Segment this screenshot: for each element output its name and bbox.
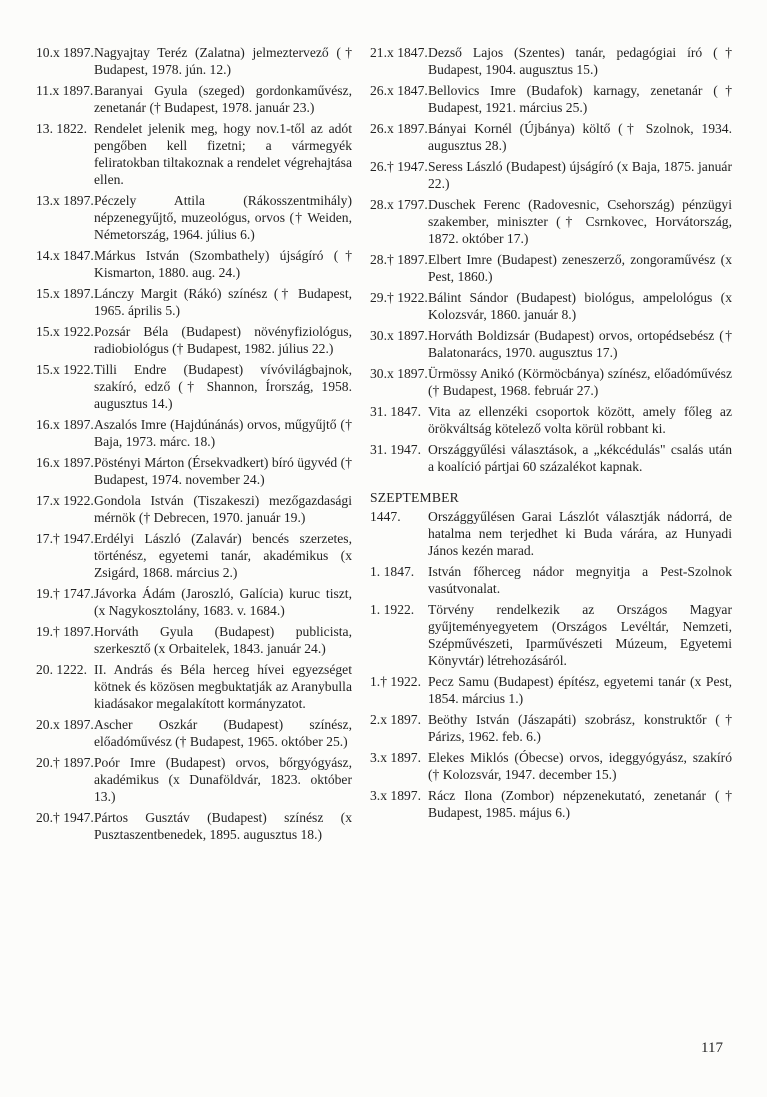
page-number: 117 [701, 1040, 723, 1056]
calendar-entry [370, 120, 732, 154]
calendar-entry [36, 585, 352, 619]
entry-date: 16.x 1897. [36, 417, 94, 432]
entry-date: 15.x 1922. [36, 324, 94, 339]
entry-date: 20.† 1897. [36, 755, 94, 770]
calendar-entry [36, 623, 352, 657]
entry-text: Gondola István (Tiszakeszi) mezőgazdasági mérnök († Debrecen, 1970. január 19.) [94, 493, 352, 525]
entry-date: 26.† 1947. [370, 159, 428, 174]
entry-text: Márkus István (Szombathely) újságíró († Kismarton, 1880. aug. 24.) [94, 248, 352, 280]
entry-text: Poór Imre (Budapest) orvos, bőrgyógyász, akadémikus (x Dunaföldvár, 1823. október 13.) [94, 755, 352, 804]
entry-date: 19.† 1747. [36, 586, 94, 601]
entry-date: 28.x 1797. [370, 197, 428, 212]
entry-text: Országgyűlési választások, a „kékcédulás" csalás után a koalíció pártjai 60 százalékot kapnak. [428, 442, 732, 474]
entry-text: Beöthy István (Jászapáti) szobrász, konstruktőr († Párizs, 1962. feb. 6.) [428, 712, 732, 744]
entry-date: 2.x 1897. [370, 712, 421, 727]
calendar-entry [370, 327, 732, 361]
entry-date: 20. 1222. [36, 662, 87, 677]
entry-date: 31. 1947. [370, 442, 421, 457]
entry-date: 3.x 1897. [370, 788, 421, 803]
calendar-entry [370, 158, 732, 192]
entry-date: 11.x 1897. [36, 83, 94, 98]
calendar-entry [370, 508, 732, 559]
entry-text: Rácz Ilona (Zombor) népzenekutató, zenetanár († Budapest, 1985. május 6.) [428, 788, 732, 820]
entry-text: Pöstényi Márton (Érsekvadkert) bíró ügyvéd († Budapest, 1974. november 24.) [94, 455, 352, 487]
calendar-entry [36, 530, 352, 581]
entry-text: Bányai Kornél (Újbánya) költő († Szolnok, 1934. augusztus 28.) [428, 121, 732, 153]
right-column [370, 44, 732, 825]
calendar-entry [370, 365, 732, 399]
entry-date: 17.x 1922. [36, 493, 94, 508]
entry-text: Elbert Imre (Budapest) zeneszerző, zongoraművész (x Pest, 1860.) [428, 252, 732, 284]
calendar-entry [36, 361, 352, 412]
entry-text: Elekes Miklós (Óbecse) orvos, ideggyógyász, szakíró († Kolozsvár, 1947. december 15.) [428, 750, 732, 782]
entry-text: Péczely Attila (Rákosszentmihály) népzenegyűjtő, muzeológus, orvos († Weiden, Németország, 1964. július 6.) [94, 193, 352, 242]
month-heading-september: SZEPTEMBER [370, 490, 459, 505]
entry-text: Bellovics Imre (Budafok) karnagy, zenetanár († Budapest, 1921. március 25.) [428, 83, 732, 115]
entry-text: Törvény rendelkezik az Országos Magyar gyűjteményegyetem (Országos Levéltár, Nemzeti, Szépművészeti, Iparművészeti Múzeum, Egyetemi Könyvtár) létrehozásáról. [428, 602, 732, 668]
entry-text: Pecz Samu (Budapest) építész, egyetemi tanár (x Pest, 1854. március 1.) [428, 674, 732, 706]
left-column [36, 44, 352, 847]
entry-text: Jávorka Ádám (Jaroszló, Galícia) kuruc tiszt, (x Nagykosztolány, 1683. v. 1684.) [94, 586, 352, 618]
entry-text: Seress László (Budapest) újságíró (x Baja, 1875. január 22.) [428, 159, 732, 191]
calendar-entry [36, 716, 352, 750]
entry-date: 26.x 1847. [370, 83, 428, 98]
calendar-entry [36, 247, 352, 281]
october-entries-continued [370, 44, 732, 475]
calendar-entry [36, 285, 352, 319]
september-entries [370, 508, 732, 821]
entry-date: 31. 1847. [370, 404, 421, 419]
calendar-entry [370, 251, 732, 285]
entry-date: 28.† 1897. [370, 252, 428, 267]
calendar-entry [36, 416, 352, 450]
entry-date: 30.x 1897. [370, 328, 428, 343]
calendar-entry [370, 44, 732, 78]
entry-date: 26.x 1897. [370, 121, 428, 136]
calendar-entry [370, 563, 732, 597]
entry-date: 20.† 1947. [36, 810, 94, 825]
entry-text: Tilli Endre (Budapest) vívóvilágbajnok, szakíró, edző († Shannon, Írország, 1958. augusztus 14.) [94, 362, 352, 411]
calendar-entry [36, 323, 352, 357]
entry-date: 15.x 1922. [36, 362, 94, 377]
entry-date: 16.x 1897. [36, 455, 94, 470]
entry-text: Baranyai Gyula (szeged) gordonkaművész, zenetanár († Budapest, 1978. január 23.) [94, 83, 352, 115]
entry-text: István főherceg nádor megnyitja a Pest-Szolnok vasútvonalat. [428, 564, 732, 596]
entry-text: Pozsár Béla (Budapest) növényfiziológus, radiobiológus († Budapest, 1982. július 22.) [94, 324, 352, 356]
calendar-entry [370, 289, 732, 323]
entry-text: Rendelet jelenik meg, hogy nov.1-től az adót pengőben kell fizetni; a vármegyék feliratokban tiltakoznak a rendelet végrehajtása ellen. [94, 121, 352, 187]
calendar-entry [36, 492, 352, 526]
calendar-entry [370, 196, 732, 247]
calendar-entry [370, 787, 732, 821]
entry-text: Pártos Gusztáv (Budapest) színész (x Pusztaszentbenedek, 1895. augusztus 18.) [94, 810, 352, 842]
entry-date: 19.† 1897. [36, 624, 94, 639]
calendar-entry [36, 661, 352, 712]
calendar-entry [36, 192, 352, 243]
calendar-entry [370, 711, 732, 745]
entry-date: 3.x 1897. [370, 750, 421, 765]
entry-date: 21.x 1847. [370, 45, 428, 60]
entry-text: Erdélyi László (Zalavár) bencés szerzetes, történész, egyetemi tanár, akadémikus (x Zsigárd, 1868. március 2.) [94, 531, 352, 580]
entry-text: Dezső Lajos (Szentes) tanár, pedagógiai író († Budapest, 1904. augusztus 15.) [428, 45, 732, 77]
calendar-entry [36, 120, 352, 188]
entry-date: 17.† 1947. [36, 531, 94, 546]
calendar-entry [36, 82, 352, 116]
entry-date: 13. 1822. [36, 121, 87, 136]
entry-date: 13.x 1897. [36, 193, 94, 208]
calendar-entry [370, 749, 732, 783]
entry-text: Nagyajtay Teréz (Zalatna) jelmeztervező († Budapest, 1978. jún. 12.) [94, 45, 352, 77]
entry-date: 1. 1922. [370, 602, 415, 617]
entry-text: Országgyűlésen Garai Lászlót választják nádorrá, de hatalma nem terjedhet ki Buda várára, az Hunyadi János kezén marad. [428, 509, 732, 558]
calendar-entry [36, 44, 352, 78]
calendar-entry [370, 441, 732, 475]
entry-text: Bálint Sándor (Budapest) biológus, ampelológus (x Kolozsvár, 1860. január 8.) [428, 290, 732, 322]
entry-date: 1. 1847. [370, 564, 415, 579]
entry-text: Horváth Gyula (Budapest) publicista, szerkesztő (x Orbaitelek, 1843. január 24.) [94, 624, 352, 656]
calendar-entry [36, 754, 352, 805]
entry-date: 1447. [370, 509, 401, 524]
entry-text: Vita az ellenzéki csoportok között, amely főleg az örökváltság kötelező volta körül robbant ki. [428, 404, 732, 436]
entry-date: 15.x 1897. [36, 286, 94, 301]
entry-text: Ürmössy Anikó (Körmöcbánya) színész, előadóművész († Budapest, 1968. február 27.) [428, 366, 732, 398]
entry-date: 14.x 1847. [36, 248, 94, 263]
entry-text: Horváth Boldizsár (Budapest) orvos, ortopédsebész († Balatonarács, 1970. augusztus 17.) [428, 328, 732, 360]
calendar-entry [36, 454, 352, 488]
entry-date: 20.x 1897. [36, 717, 94, 732]
calendar-entry [370, 601, 732, 669]
entry-date: 30.x 1897. [370, 366, 428, 381]
entry-date: 1.† 1922. [370, 674, 421, 689]
calendar-entry [370, 403, 732, 437]
calendar-entry [370, 673, 732, 707]
calendar-entry [36, 809, 352, 843]
entry-text: Duschek Ferenc (Radovesnic, Csehország) pénzügyi szakember, miniszter († Csrnkovec, Horvátország, 1872. október 17.) [428, 197, 732, 246]
entry-date: 10.x 1897. [36, 45, 94, 60]
entry-text: II. András és Béla herceg hívei egyezséget kötnek és közösen megbuktatják az Aranybulla kiadásakor megalakított kormányzatot. [94, 662, 352, 711]
entry-text: Ascher Oszkár (Budapest) színész, előadóművész († Budapest, 1965. október 25.) [94, 717, 352, 749]
entry-text: Lánczy Margit (Rákó) színész († Budapest, 1965. április 5.) [94, 286, 352, 318]
entry-text: Aszalós Imre (Hajdúnánás) orvos, műgyűjtő († Baja, 1973. márc. 18.) [94, 417, 352, 449]
calendar-entry [370, 82, 732, 116]
entry-date: 29.† 1922. [370, 290, 428, 305]
